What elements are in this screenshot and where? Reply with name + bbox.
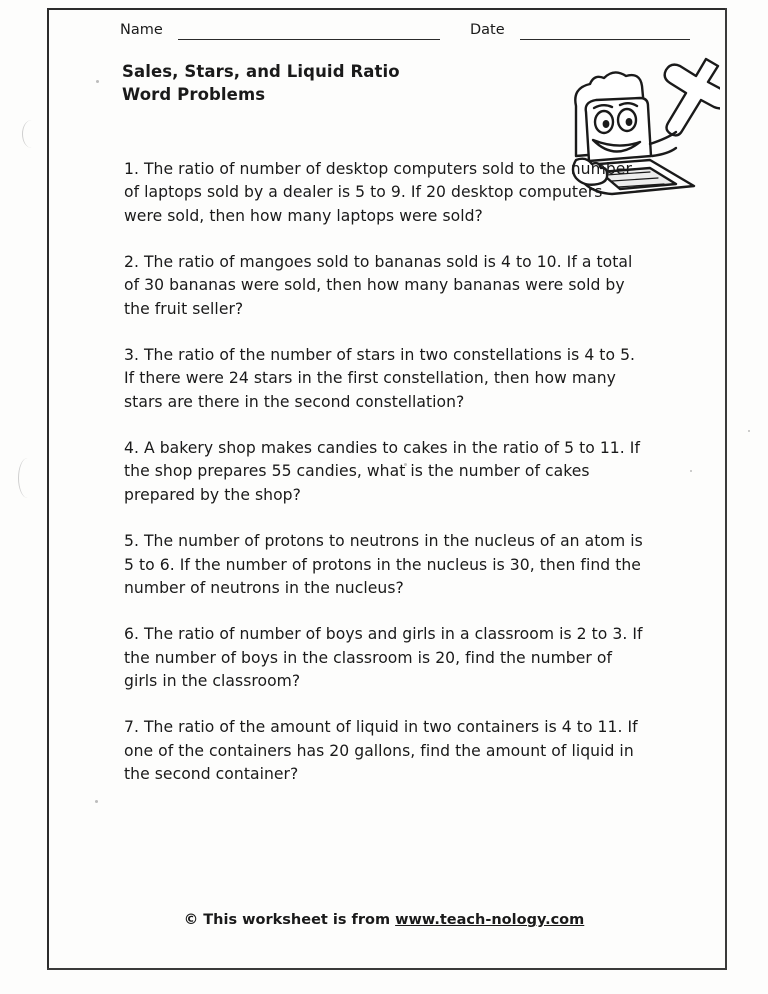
footer-url-link[interactable]: www.teach-nology.com (395, 912, 585, 928)
name-label: Name (120, 22, 163, 38)
scan-speckle (96, 80, 99, 83)
footer-credit (0, 912, 768, 928)
date-label: Date (470, 22, 505, 38)
problem-item: 7. The ratio of the amount of liquid in two containers is 4 to 11. If one of the containers has 20 gallons, find the amount of liquid in the second container? (124, 717, 638, 784)
worksheet-title (122, 60, 522, 107)
scan-speckle (748, 430, 750, 432)
page-border-left (47, 8, 49, 970)
problem-item: 2. The ratio of mangoes sold to bananas sold is 4 to 10. If a total of 30 bananas were sold, then how many bananas were sold by the fruit seller? (124, 252, 633, 319)
scan-speckle (95, 800, 98, 803)
scan-edge-artifact (22, 120, 41, 148)
name-date-row (110, 20, 690, 44)
scan-edge-artifact (18, 458, 37, 498)
problem-item: 4. A bakery shop makes candies to cakes in the ratio of 5 to 11. If the shop prepares 55 candies, what is the number of cakes prepared by the shop? (124, 438, 640, 505)
problem-item: 6. The ratio of number of boys and girls in a classroom is 2 to 3. If the number of boys in the classroom is 20, find the number of girls in the classroom? (124, 624, 643, 691)
problem-list (124, 142, 644, 809)
page-border-right (725, 8, 727, 970)
date-input-rule[interactable] (520, 39, 690, 40)
name-input-rule[interactable] (178, 39, 440, 40)
scan-speckle (690, 470, 692, 472)
title-line-2: Word Problems (122, 85, 266, 105)
problem-item: 5. The number of protons to neutrons in the nucleus of an atom is 5 to 6. If the number of protons in the nucleus is 30, then find the number of neutrons in the nucleus? (124, 531, 643, 598)
page-border-top (47, 8, 727, 10)
problem-item: 3. The ratio of the number of stars in two constellations is 4 to 5. If there were 24 stars in the first constellation, then how many stars are there in the second constellation? (124, 345, 636, 412)
title-line-1: Sales, Stars, and Liquid Ratio (122, 62, 400, 81)
page-border-bottom (47, 968, 727, 970)
footer-credit-text: © This worksheet is from (183, 912, 396, 928)
problem-item: 1. The ratio of number of desktop computers sold to the number of laptops sold by a dealer is 5 to 9. If 20 desktop computers were sold, then how many laptops were sold? (124, 159, 632, 225)
